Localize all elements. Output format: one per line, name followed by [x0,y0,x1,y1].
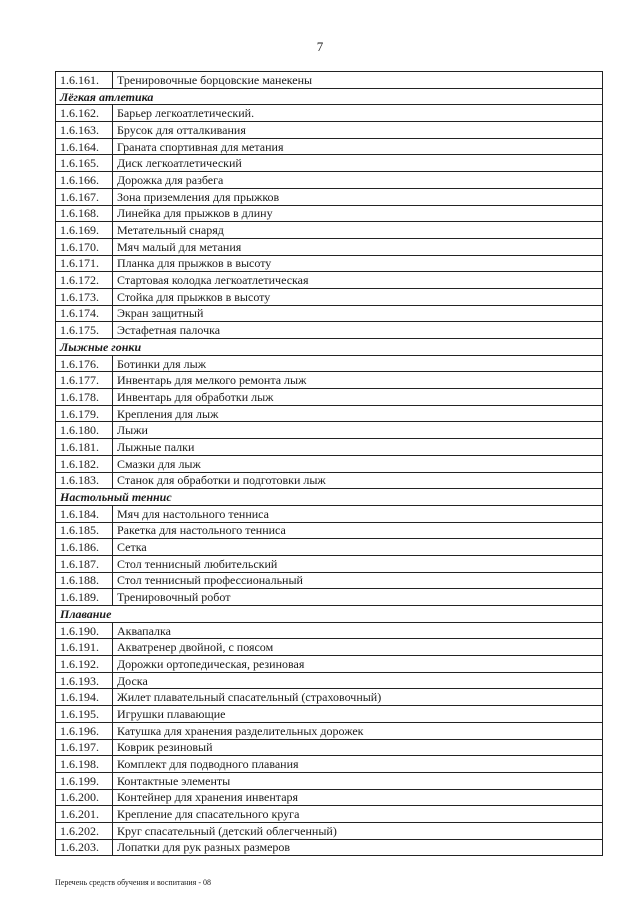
item-number: 1.6.167. [56,188,113,205]
section-title: Лёгкая атлетика [56,88,603,105]
table-row [56,122,603,139]
item-name: Брусок для отталкивания [113,122,603,139]
table-row [56,756,603,773]
item-number: 1.6.168. [56,205,113,222]
table-row [56,639,603,656]
item-name: Контактные элементы [113,772,603,789]
table-row [56,272,603,289]
item-name: Стол теннисный любительский [113,555,603,572]
table-row [56,238,603,255]
item-number: 1.6.184. [56,505,113,522]
table-row [56,772,603,789]
item-number: 1.6.191. [56,639,113,656]
table-row [56,222,603,239]
table-row [56,656,603,673]
table-row [56,138,603,155]
table-row [56,689,603,706]
item-number: 1.6.165. [56,155,113,172]
item-number: 1.6.180. [56,422,113,439]
table-row [56,188,603,205]
item-name: Мяч для настольного тенниса [113,505,603,522]
item-name: Контейнер для хранения инвентаря [113,789,603,806]
item-number: 1.6.170. [56,238,113,255]
item-number: 1.6.178. [56,389,113,406]
table-row [56,322,603,339]
item-number: 1.6.162. [56,105,113,122]
item-number: 1.6.179. [56,405,113,422]
item-number: 1.6.166. [56,172,113,189]
item-name: Ракетка для настольного тенниса [113,522,603,539]
item-name: Комплект для подводного плавания [113,756,603,773]
table-row [56,389,603,406]
table-row [56,72,603,89]
table-row [56,589,603,606]
item-name: Инвентарь для обработки лыж [113,389,603,406]
item-number: 1.6.185. [56,522,113,539]
item-name: Крепления для лыж [113,405,603,422]
item-number: 1.6.196. [56,722,113,739]
item-name: Стойка для прыжков в высоту [113,288,603,305]
section-row [56,339,603,356]
item-name: Граната спортивная для метания [113,138,603,155]
table-row [56,255,603,272]
item-number: 1.6.187. [56,555,113,572]
table-row [56,572,603,589]
table-row [56,405,603,422]
item-name: Коврик резиновый [113,739,603,756]
item-name: Стол теннисный профессиональный [113,572,603,589]
item-name: Дорожка для разбега [113,172,603,189]
table-row [56,522,603,539]
item-number: 1.6.192. [56,656,113,673]
table-row [56,305,603,322]
item-name: Метательный снаряд [113,222,603,239]
table-row [56,839,603,856]
item-name: Эстафетная палочка [113,322,603,339]
item-number: 1.6.174. [56,305,113,322]
item-name: Смазки для лыж [113,455,603,472]
item-name: Стартовая колодка легкоатлетическая [113,272,603,289]
item-number: 1.6.172. [56,272,113,289]
table-row [56,806,603,823]
item-number: 1.6.190. [56,622,113,639]
section-title: Настольный теннис [56,489,603,506]
table-row [56,555,603,572]
item-number: 1.6.199. [56,772,113,789]
item-name: Дорожки ортопедическая, резиновая [113,656,603,673]
table-row [56,539,603,556]
item-number: 1.6.182. [56,455,113,472]
item-number: 1.6.169. [56,222,113,239]
item-name: Тренировочный робот [113,589,603,606]
item-number: 1.6.200. [56,789,113,806]
item-name: Сетка [113,539,603,556]
item-number: 1.6.173. [56,288,113,305]
page-number: 7 [316,39,324,54]
item-name: Барьер легкоатлетический. [113,105,603,122]
item-number: 1.6.201. [56,806,113,823]
item-name: Мяч малый для метания [113,238,603,255]
item-number: 1.6.161. [56,72,113,89]
table-row [56,822,603,839]
table-row [56,472,603,489]
table-row [56,455,603,472]
item-name: Крепление для спасательного круга [113,806,603,823]
item-name: Лыжи [113,422,603,439]
item-name: Планка для прыжков в высоту [113,255,603,272]
item-name: Акватренер двойной, с поясом [113,639,603,656]
table-row [56,505,603,522]
section-title: Плавание [56,606,603,623]
item-number: 1.6.193. [56,672,113,689]
item-number: 1.6.177. [56,372,113,389]
item-name: Жилет плавательный спасательный (страховочный) [113,689,603,706]
item-number: 1.6.186. [56,539,113,556]
equipment-list-body [56,72,603,856]
table-row [56,439,603,456]
section-row [56,489,603,506]
item-name: Линейка для прыжков в длину [113,205,603,222]
item-name: Диск легкоатлетический [113,155,603,172]
item-number: 1.6.195. [56,706,113,723]
item-number: 1.6.181. [56,439,113,456]
equipment-list-table [55,71,603,856]
item-name: Круг спасательный (детский облегченный) [113,822,603,839]
item-number: 1.6.183. [56,472,113,489]
table-row [56,706,603,723]
item-number: 1.6.176. [56,355,113,372]
item-number: 1.6.202. [56,822,113,839]
table-row [56,622,603,639]
item-name: Доска [113,672,603,689]
item-name: Инвентарь для мелкого ремонта лыж [113,372,603,389]
item-number: 1.6.188. [56,572,113,589]
item-number: 1.6.194. [56,689,113,706]
item-name: Аквапалка [113,622,603,639]
item-name: Лыжные палки [113,439,603,456]
item-number: 1.6.163. [56,122,113,139]
table-row [56,722,603,739]
item-name: Ботинки для лыж [113,355,603,372]
item-number: 1.6.198. [56,756,113,773]
item-number: 1.6.203. [56,839,113,856]
item-name: Тренировочные борцовские манекены [113,72,603,89]
item-name: Станок для обработки и подготовки лыж [113,472,603,489]
table-row [56,355,603,372]
table-row [56,372,603,389]
item-name: Лопатки для рук разных размеров [113,839,603,856]
item-number: 1.6.197. [56,739,113,756]
item-name: Зона приземления для прыжков [113,188,603,205]
section-row [56,606,603,623]
section-row [56,88,603,105]
table-row [56,172,603,189]
table-row [56,155,603,172]
item-name: Экран защитный [113,305,603,322]
table-row [56,672,603,689]
page-footer: Перечень средств обучения и воспитания - 08 [55,878,212,887]
table-row [56,205,603,222]
table-row [56,789,603,806]
item-number: 1.6.175. [56,322,113,339]
item-name: Катушка для хранения разделительных дорожек [113,722,603,739]
item-number: 1.6.189. [56,589,113,606]
item-name: Игрушки плавающие [113,706,603,723]
table-row [56,288,603,305]
item-number: 1.6.164. [56,138,113,155]
section-title: Лыжные гонки [56,339,603,356]
item-number: 1.6.171. [56,255,113,272]
table-row [56,422,603,439]
table-row [56,739,603,756]
table-row [56,105,603,122]
